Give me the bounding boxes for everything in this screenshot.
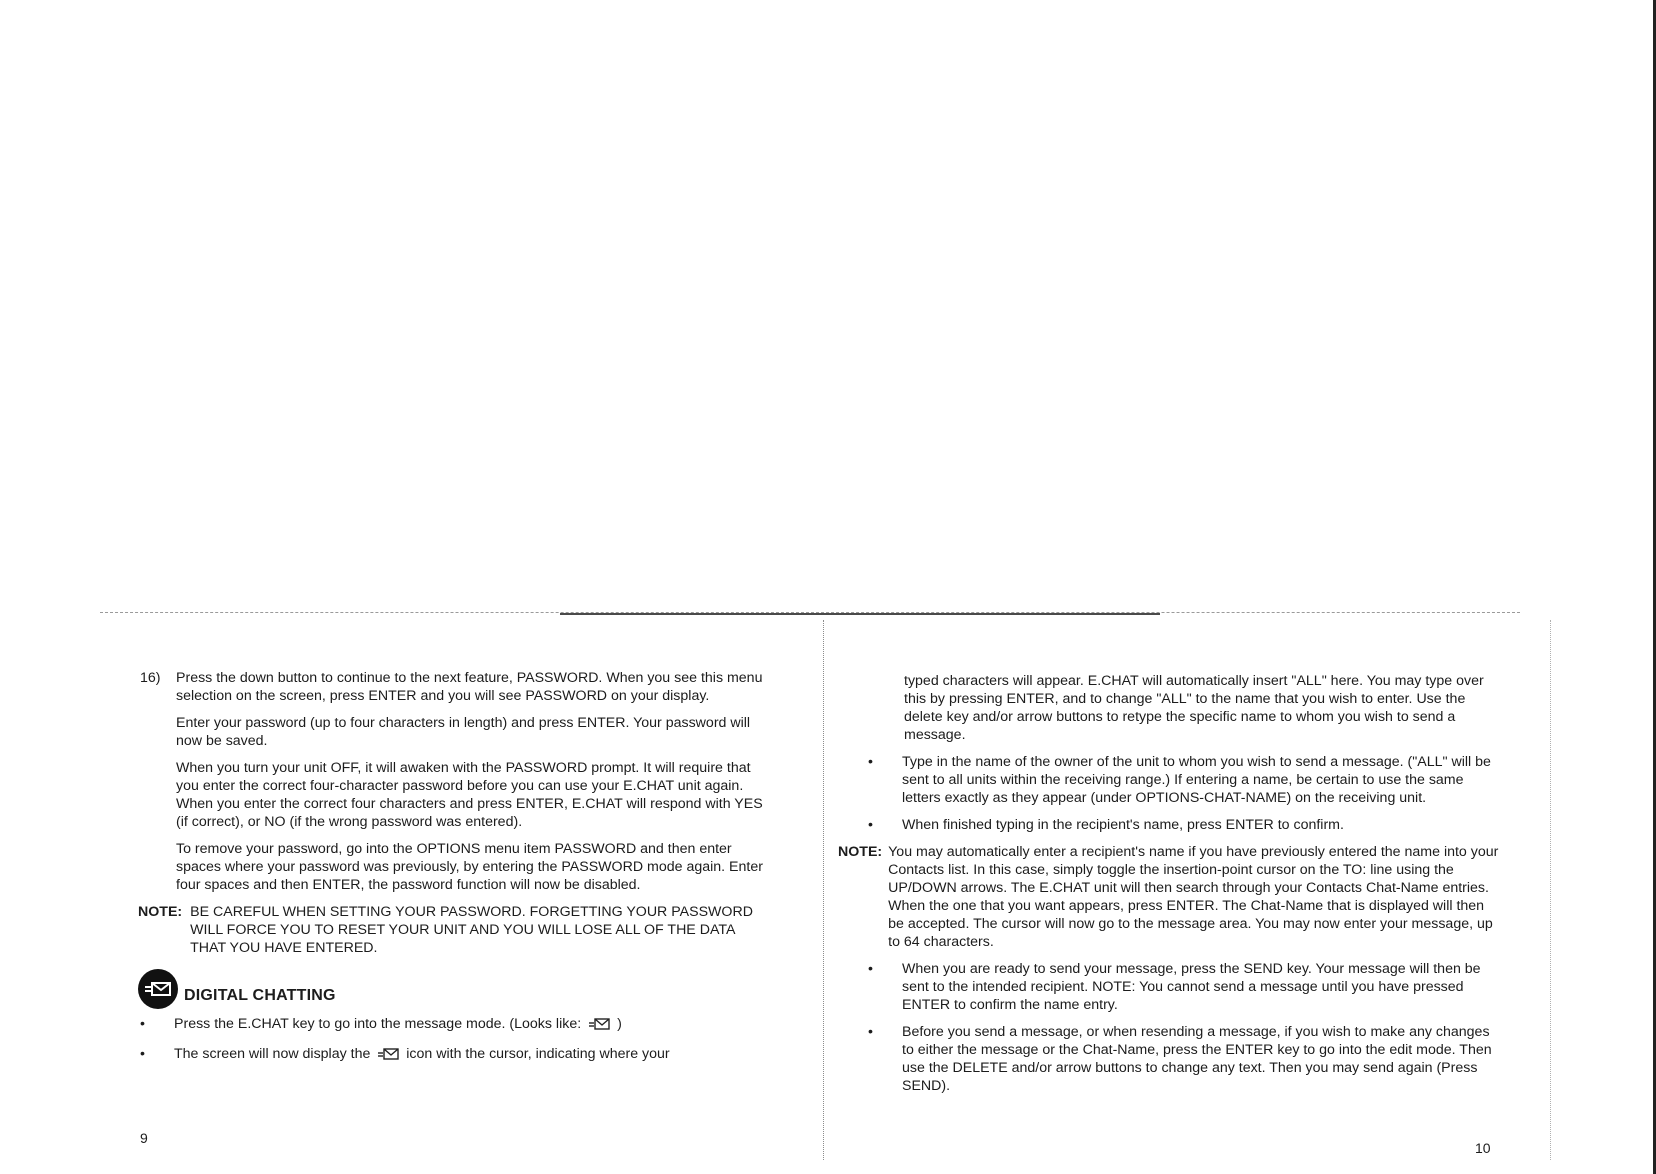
echat-envelope-icon	[138, 969, 178, 1009]
paragraph-remove-password: To remove your password, go into the OPTIONS menu item PASSWORD and then enter spaces where your password was previously, by entering the PASSWORD mode again. Enter four spaces and then ENTER, the password function will now be disabled.	[176, 841, 763, 893]
list-item	[868, 960, 1500, 1014]
bullet-text-end: )	[617, 1016, 622, 1032]
contacts-note	[838, 843, 1500, 951]
bullet-text: Press the E.CHAT key to go into the message mode. (Looks like:	[174, 1016, 582, 1032]
step-16	[140, 669, 765, 705]
bullet-text: When you are ready to send your message, press the SEND key. Your message will then be sent to the intended recipient. NOTE: You cannot send a message until you have pressed ENTER to confirm the name entry.	[902, 961, 1481, 1013]
paragraph-turn-off: When you turn your unit OFF, it will awaken with the PASSWORD prompt. It will require that you enter the correct four-character password before you can use your E.CHAT unit again. When you enter the correct four characters and press ENTER, E.CHAT will respond with YES (if correct), or NO (if the wrong password was entered).	[176, 760, 763, 830]
right-list-bottom	[868, 960, 1500, 1095]
step-number: 16)	[140, 670, 161, 686]
paragraph-enter-password: Enter your password (up to four characters in length) and press ENTER. Your password will now be saved.	[176, 715, 751, 749]
right-list-top	[868, 753, 1500, 834]
bullet-text: Before you send a message, or when resending a message, if you wish to make any changes to either the message or the Chat-Name, press the ENTER key to go into the edit mode. Then use the DELETE and/or arrow buttons to change any text. Then you may send again (Press SEND).	[902, 1024, 1492, 1094]
bullet-glyph: •	[868, 817, 873, 833]
bullet-glyph: •	[868, 1024, 873, 1040]
note-text: BE CAREFUL WHEN SETTING YOUR PASSWORD. FORGETTING YOUR PASSWORD WILL FORCE YOU TO RESET YOUR UNIT AND YOU WILL LOSE ALL OF THE DATA THAT YOU HAVE ENTERED.	[190, 904, 753, 956]
list-item	[868, 753, 1500, 807]
bullet-text: Type in the name of the owner of the unit to whom you wish to send a message. ("ALL" will be sent to all units within the receiving range.) If entering a name, be certain to use the same letters exactly as they appear (under OPTIONS-CHAT-NAME) on the receiving unit.	[902, 754, 1491, 806]
list-item	[868, 816, 1500, 834]
note-label: NOTE:	[838, 844, 883, 860]
password-note	[138, 903, 765, 957]
bullet-glyph: •	[868, 754, 873, 770]
note-label: NOTE:	[138, 904, 183, 920]
echat-envelope-icon	[588, 1017, 610, 1036]
note-text: You may automatically enter a recipient's name if you have previously entered the name into your Contacts list. In this case, simply toggle the insertion-point cursor on the TO: line using the UP/DOWN arrows. The E.CHAT unit will then search through your Contacts Chat-Name entries. When the one that you want appears, press ENTER. The Chat-Name that is displayed will then be accepted. The cursor will now go to the message area. You may now enter your message, up to 64 characters.	[888, 844, 1499, 950]
list-item	[140, 1015, 765, 1036]
list-item	[140, 1045, 765, 1066]
bullet-glyph: •	[140, 1046, 145, 1062]
left-page	[140, 669, 765, 1075]
bullet-glyph: •	[140, 1016, 145, 1032]
right-page	[838, 672, 1500, 1104]
page-number-left: 9	[140, 1130, 148, 1146]
bullet-text: When finished typing in the recipient's name, press ENTER to confirm.	[902, 817, 1344, 833]
bullet-text-end: icon with the cursor, indicating where your	[406, 1046, 670, 1062]
section-heading	[138, 983, 765, 1009]
scan-edge-dots	[1550, 620, 1551, 1160]
paragraph-continued: typed characters will appear. E.CHAT will automatically insert "ALL" here. You may type over this by pressing ENTER, and to change "ALL" to the name that you wish to enter. Use the delete key and/or arrow buttons to retype the specific name to whom you wish to send a message.	[904, 673, 1484, 743]
digital-chatting-list	[140, 1015, 765, 1066]
step-text: Press the down button to continue to the next feature, PASSWORD. When you see this menu selection on the screen, press ENTER and you will see PASSWORD on your display.	[176, 670, 763, 704]
list-item	[868, 1023, 1500, 1095]
page-gutter	[823, 620, 824, 1160]
section-title: DIGITAL CHATTING	[184, 987, 336, 1004]
page-number-right: 10	[1475, 1140, 1491, 1156]
scan-fold-line-dark	[560, 613, 1160, 615]
bullet-glyph: •	[868, 961, 873, 977]
echat-envelope-icon	[377, 1047, 399, 1066]
bullet-text: The screen will now display the	[174, 1046, 371, 1062]
